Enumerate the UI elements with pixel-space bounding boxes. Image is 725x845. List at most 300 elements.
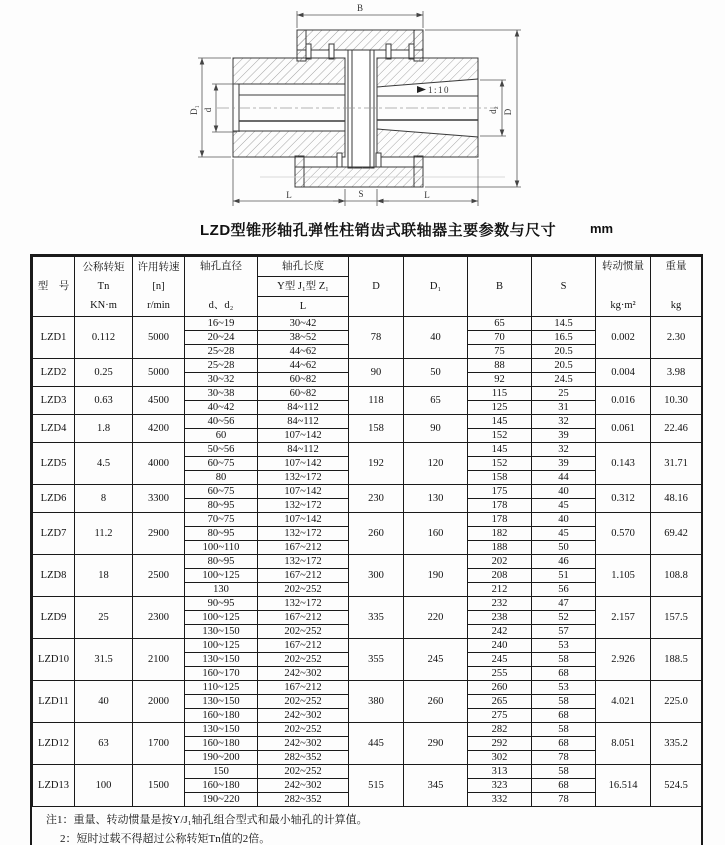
B-cell: 178 bbox=[468, 499, 532, 513]
bore-length-cell: 202~252 bbox=[258, 625, 349, 639]
bore-length-cell: 44~62 bbox=[258, 359, 349, 373]
header-torque-line2: Tn bbox=[97, 280, 110, 292]
B-cell: 232 bbox=[468, 597, 532, 611]
bore-length-cell: 84~112 bbox=[258, 401, 349, 415]
weight-cell: 10.30 bbox=[651, 387, 702, 415]
hub-right bbox=[377, 58, 478, 157]
S-cell: 20.5 bbox=[532, 359, 596, 373]
bore-diameter-cell: 60~75 bbox=[185, 457, 258, 471]
table-row bbox=[33, 387, 702, 401]
D-cell: 355 bbox=[349, 639, 404, 681]
bore-length-cell: 84~112 bbox=[258, 443, 349, 457]
table-row bbox=[33, 443, 702, 457]
table-row bbox=[33, 597, 702, 611]
S-cell: 52 bbox=[532, 611, 596, 625]
parameters-table bbox=[32, 256, 702, 807]
S-cell: 58 bbox=[532, 653, 596, 667]
note-2: 2：短时过载不得超过公称转矩Tn值的2倍。 bbox=[60, 833, 271, 845]
bore-diameter-cell: 130~150 bbox=[185, 695, 258, 709]
D1-cell: 130 bbox=[404, 485, 468, 513]
bore-length-cell: 60~82 bbox=[258, 387, 349, 401]
inertia-cell: 0.061 bbox=[596, 415, 651, 443]
bore-length-cell: 132~172 bbox=[258, 555, 349, 569]
S-cell: 58 bbox=[532, 695, 596, 709]
weight-cell: 524.5 bbox=[651, 765, 702, 807]
B-cell: 302 bbox=[468, 751, 532, 765]
D1-cell: 290 bbox=[404, 723, 468, 765]
model-cell: LZD7 bbox=[33, 513, 75, 555]
speed-cell: 2300 bbox=[133, 597, 185, 639]
bore-length-cell: 202~252 bbox=[258, 723, 349, 737]
model-cell: LZD2 bbox=[33, 359, 75, 387]
D-cell: 380 bbox=[349, 681, 404, 723]
header-model: 型 号 bbox=[33, 257, 75, 317]
B-cell: 188 bbox=[468, 541, 532, 555]
weight-cell: 108.8 bbox=[651, 555, 702, 597]
S-cell: 20.5 bbox=[532, 345, 596, 359]
bore-diameter-cell: 190~220 bbox=[185, 793, 258, 807]
B-cell: 145 bbox=[468, 443, 532, 457]
D-cell: 90 bbox=[349, 359, 404, 387]
page-title: LZD型锥形轴孔弹性柱销齿式联轴器主要参数与尺寸 bbox=[200, 222, 557, 239]
B-cell: 313 bbox=[468, 765, 532, 779]
S-cell: 56 bbox=[532, 583, 596, 597]
table-row bbox=[33, 485, 702, 499]
bore-length-cell: 38~52 bbox=[258, 331, 349, 345]
D-cell: 78 bbox=[349, 317, 404, 359]
inertia-cell: 2.926 bbox=[596, 639, 651, 681]
bore-length-cell: 242~302 bbox=[258, 667, 349, 681]
table-row bbox=[33, 639, 702, 653]
S-cell: 39 bbox=[532, 457, 596, 471]
dim-label-d: d bbox=[203, 107, 213, 113]
bore-diameter-cell: 130 bbox=[185, 583, 258, 597]
bore-diameter-cell: 80~95 bbox=[185, 527, 258, 541]
bore-diameter-cell: 70~75 bbox=[185, 513, 258, 527]
header-B: B bbox=[468, 257, 532, 317]
header-inertia-line1: 转动惯量 bbox=[602, 261, 644, 272]
bore-length-cell: 202~252 bbox=[258, 765, 349, 779]
B-cell: 242 bbox=[468, 625, 532, 639]
B-cell: 145 bbox=[468, 415, 532, 429]
weight-cell: 157.5 bbox=[651, 597, 702, 639]
S-cell: 57 bbox=[532, 625, 596, 639]
S-cell: 32 bbox=[532, 415, 596, 429]
weight-cell: 48.16 bbox=[651, 485, 702, 513]
D1-cell: 260 bbox=[404, 681, 468, 723]
bore-length-cell: 107~142 bbox=[258, 457, 349, 471]
D-cell: 445 bbox=[349, 723, 404, 765]
S-cell: 53 bbox=[532, 681, 596, 695]
S-cell: 40 bbox=[532, 485, 596, 499]
bore-diameter-cell: 50~56 bbox=[185, 443, 258, 457]
S-cell: 39 bbox=[532, 429, 596, 443]
D-cell: 158 bbox=[349, 415, 404, 443]
coupling-drawing bbox=[165, 0, 565, 215]
dim-label-L-right: L bbox=[424, 190, 430, 200]
D1-cell: 345 bbox=[404, 765, 468, 807]
B-cell: 75 bbox=[468, 345, 532, 359]
dim-label-L-left: L bbox=[286, 190, 292, 200]
dim-label-S: S bbox=[358, 189, 364, 199]
bore-length-cell: 44~62 bbox=[258, 345, 349, 359]
S-cell: 45 bbox=[532, 527, 596, 541]
torque-cell: 40 bbox=[75, 681, 133, 723]
header-weight bbox=[651, 257, 702, 317]
header-S: S bbox=[532, 257, 596, 317]
bore-diameter-cell: 30~38 bbox=[185, 387, 258, 401]
B-cell: 240 bbox=[468, 639, 532, 653]
D1-cell: 90 bbox=[404, 415, 468, 443]
B-cell: 115 bbox=[468, 387, 532, 401]
table-row bbox=[33, 513, 702, 527]
inertia-cell: 4.021 bbox=[596, 681, 651, 723]
B-cell: 158 bbox=[468, 471, 532, 485]
dim-label-d2: d₂ bbox=[488, 106, 498, 114]
bore-diameter-cell: 100~125 bbox=[185, 611, 258, 625]
B-cell: 208 bbox=[468, 569, 532, 583]
S-cell: 32 bbox=[532, 443, 596, 457]
torque-cell: 11.2 bbox=[75, 513, 133, 555]
D1-cell: 245 bbox=[404, 639, 468, 681]
torque-cell: 18 bbox=[75, 555, 133, 597]
B-cell: 88 bbox=[468, 359, 532, 373]
header-torque bbox=[75, 257, 133, 317]
bore-diameter-cell: 100~125 bbox=[185, 639, 258, 653]
bore-length-cell: 107~142 bbox=[258, 485, 349, 499]
torque-cell: 31.5 bbox=[75, 639, 133, 681]
inertia-cell: 0.312 bbox=[596, 485, 651, 513]
table-row bbox=[33, 317, 702, 331]
bore-length-cell: 282~352 bbox=[258, 751, 349, 765]
B-cell: 260 bbox=[468, 681, 532, 695]
D-cell: 230 bbox=[349, 485, 404, 513]
B-cell: 202 bbox=[468, 555, 532, 569]
bore-length-cell: 167~212 bbox=[258, 541, 349, 555]
S-cell: 25 bbox=[532, 387, 596, 401]
inertia-cell: 8.051 bbox=[596, 723, 651, 765]
bore-length-cell: 167~212 bbox=[258, 569, 349, 583]
B-cell: 282 bbox=[468, 723, 532, 737]
bore-diameter-cell: 150 bbox=[185, 765, 258, 779]
inertia-cell: 0.016 bbox=[596, 387, 651, 415]
bore-diameter-cell: 40~56 bbox=[185, 415, 258, 429]
bore-diameter-cell: 160~180 bbox=[185, 709, 258, 723]
D-cell: 300 bbox=[349, 555, 404, 597]
B-cell: 275 bbox=[468, 709, 532, 723]
B-cell: 245 bbox=[468, 653, 532, 667]
inertia-cell: 0.143 bbox=[596, 443, 651, 485]
table-body bbox=[33, 317, 702, 807]
bore-length-cell: 84~112 bbox=[258, 415, 349, 429]
dim-label-D: D bbox=[503, 108, 513, 116]
header-speed-line2: [n] bbox=[152, 280, 165, 292]
header-weight-line1: 重量 bbox=[665, 261, 687, 272]
bore-diameter-cell: 160~180 bbox=[185, 737, 258, 751]
header-bore-length-types: Y型 J₁型 Z₁ bbox=[258, 277, 349, 297]
bore-diameter-cell: 60 bbox=[185, 429, 258, 443]
S-cell: 68 bbox=[532, 709, 596, 723]
B-cell: 255 bbox=[468, 667, 532, 681]
bore-length-cell: 30~42 bbox=[258, 317, 349, 331]
bore-length-cell: 132~172 bbox=[258, 527, 349, 541]
weight-cell: 335.2 bbox=[651, 723, 702, 765]
bore-length-cell: 132~172 bbox=[258, 471, 349, 485]
B-cell: 152 bbox=[468, 429, 532, 443]
inertia-cell: 0.002 bbox=[596, 317, 651, 359]
D1-cell: 190 bbox=[404, 555, 468, 597]
D1-cell: 160 bbox=[404, 513, 468, 555]
torque-cell: 8 bbox=[75, 485, 133, 513]
title-row bbox=[0, 219, 725, 241]
bore-diameter-cell: 80~95 bbox=[185, 555, 258, 569]
weight-cell: 22.46 bbox=[651, 415, 702, 443]
bore-diameter-cell: 130~150 bbox=[185, 653, 258, 667]
pin bbox=[337, 153, 342, 167]
D1-cell: 50 bbox=[404, 359, 468, 387]
header-inertia-line2: kg·m² bbox=[610, 300, 636, 311]
header-bore-length: 轴孔长度 bbox=[258, 257, 349, 277]
speed-cell: 1500 bbox=[133, 765, 185, 807]
S-cell: 78 bbox=[532, 751, 596, 765]
bore-length-cell: 167~212 bbox=[258, 681, 349, 695]
speed-cell: 2900 bbox=[133, 513, 185, 555]
torque-cell: 100 bbox=[75, 765, 133, 807]
note-1: 注1：重量、转动惯量是按Y/J₁轴孔组合型式和最小轴孔的计算值。 bbox=[46, 814, 368, 826]
header-D: D bbox=[349, 257, 404, 317]
model-cell: LZD8 bbox=[33, 555, 75, 597]
speed-cell: 4200 bbox=[133, 415, 185, 443]
B-cell: 70 bbox=[468, 331, 532, 345]
hub-left bbox=[233, 58, 345, 157]
torque-cell: 4.5 bbox=[75, 443, 133, 485]
speed-cell: 5000 bbox=[133, 317, 185, 359]
bore-diameter-cell: 80~95 bbox=[185, 499, 258, 513]
bore-diameter-cell: 130~150 bbox=[185, 723, 258, 737]
table-row bbox=[33, 765, 702, 779]
D1-cell: 40 bbox=[404, 317, 468, 359]
pin bbox=[306, 44, 311, 59]
bore-length-cell: 167~212 bbox=[258, 639, 349, 653]
bore-diameter-cell: 110~125 bbox=[185, 681, 258, 695]
S-cell: 31 bbox=[532, 401, 596, 415]
model-cell: LZD5 bbox=[33, 443, 75, 485]
B-cell: 332 bbox=[468, 793, 532, 807]
D-cell: 260 bbox=[349, 513, 404, 555]
bore-length-cell: 132~172 bbox=[258, 597, 349, 611]
model-cell: LZD4 bbox=[33, 415, 75, 443]
S-cell: 44 bbox=[532, 471, 596, 485]
inertia-cell: 0.004 bbox=[596, 359, 651, 387]
bore-diameter-cell: 160~170 bbox=[185, 667, 258, 681]
bore-length-cell: 202~252 bbox=[258, 695, 349, 709]
model-cell: LZD1 bbox=[33, 317, 75, 359]
weight-cell: 69.42 bbox=[651, 513, 702, 555]
speed-cell: 1700 bbox=[133, 723, 185, 765]
model-cell: LZD3 bbox=[33, 387, 75, 415]
header-speed-line3: r/min bbox=[147, 299, 170, 311]
bore-diameter-cell: 30~32 bbox=[185, 373, 258, 387]
B-cell: 65 bbox=[468, 317, 532, 331]
bore-length-cell: 107~142 bbox=[258, 429, 349, 443]
torque-cell: 0.112 bbox=[75, 317, 133, 359]
D-cell: 335 bbox=[349, 597, 404, 639]
speed-cell: 4000 bbox=[133, 443, 185, 485]
S-cell: 53 bbox=[532, 639, 596, 653]
S-cell: 46 bbox=[532, 555, 596, 569]
bore-length-cell: 60~82 bbox=[258, 373, 349, 387]
speed-cell: 2100 bbox=[133, 639, 185, 681]
table-row bbox=[33, 555, 702, 569]
weight-cell: 2.30 bbox=[651, 317, 702, 359]
bore-diameter-cell: 16~19 bbox=[185, 317, 258, 331]
bore-length-cell: 107~142 bbox=[258, 513, 349, 527]
D-cell: 118 bbox=[349, 387, 404, 415]
bore-length-cell: 242~302 bbox=[258, 709, 349, 723]
D1-cell: 65 bbox=[404, 387, 468, 415]
S-cell: 58 bbox=[532, 765, 596, 779]
bore-diameter-cell: 80 bbox=[185, 471, 258, 485]
pin bbox=[386, 44, 391, 59]
pin bbox=[409, 44, 414, 59]
bore-diameter-cell: 160~180 bbox=[185, 779, 258, 793]
header-speed-line1: 许用转速 bbox=[137, 261, 180, 273]
D1-cell: 120 bbox=[404, 443, 468, 485]
S-cell: 51 bbox=[532, 569, 596, 583]
header-speed bbox=[133, 257, 185, 317]
S-cell: 40 bbox=[532, 513, 596, 527]
taper-arrow-icon bbox=[417, 86, 426, 93]
torque-cell: 0.63 bbox=[75, 387, 133, 415]
B-cell: 265 bbox=[468, 695, 532, 709]
torque-cell: 1.8 bbox=[75, 415, 133, 443]
B-cell: 178 bbox=[468, 513, 532, 527]
table-row bbox=[33, 681, 702, 695]
B-cell: 92 bbox=[468, 373, 532, 387]
model-cell: LZD13 bbox=[33, 765, 75, 807]
table-header bbox=[33, 257, 702, 317]
B-cell: 323 bbox=[468, 779, 532, 793]
B-cell: 212 bbox=[468, 583, 532, 597]
speed-cell: 2000 bbox=[133, 681, 185, 723]
bore-diameter-cell: 190~200 bbox=[185, 751, 258, 765]
sleeve-web bbox=[348, 50, 374, 168]
D1-cell: 220 bbox=[404, 597, 468, 639]
table-row bbox=[33, 723, 702, 737]
model-cell: LZD9 bbox=[33, 597, 75, 639]
B-cell: 125 bbox=[468, 401, 532, 415]
torque-cell: 25 bbox=[75, 597, 133, 639]
B-cell: 152 bbox=[468, 457, 532, 471]
S-cell: 47 bbox=[532, 597, 596, 611]
B-cell: 238 bbox=[468, 611, 532, 625]
speed-cell: 3300 bbox=[133, 485, 185, 513]
S-cell: 78 bbox=[532, 793, 596, 807]
table-row bbox=[33, 415, 702, 429]
unit-label: mm bbox=[590, 221, 614, 236]
bore-diameter-cell: 20~24 bbox=[185, 331, 258, 345]
bore-diameter-cell: 60~75 bbox=[185, 485, 258, 499]
S-cell: 68 bbox=[532, 667, 596, 681]
bore-diameter-cell: 25~28 bbox=[185, 359, 258, 373]
header-bore-diameter-line2: d、d₂ bbox=[208, 300, 234, 311]
taper-label: 1:10 bbox=[427, 85, 451, 95]
inertia-cell: 2.157 bbox=[596, 597, 651, 639]
speed-cell: 4500 bbox=[133, 387, 185, 415]
S-cell: 58 bbox=[532, 723, 596, 737]
model-cell: LZD12 bbox=[33, 723, 75, 765]
inertia-cell: 0.570 bbox=[596, 513, 651, 555]
bore-diameter-cell: 25~28 bbox=[185, 345, 258, 359]
model-cell: LZD6 bbox=[33, 485, 75, 513]
bore-diameter-cell: 90~95 bbox=[185, 597, 258, 611]
header-torque-line3: KN·m bbox=[90, 299, 117, 311]
header-torque-line1: 公称转矩 bbox=[82, 261, 125, 273]
D-cell: 515 bbox=[349, 765, 404, 807]
bore-diameter-cell: 40~42 bbox=[185, 401, 258, 415]
parameters-table-frame bbox=[30, 254, 703, 845]
bore-length-cell: 202~252 bbox=[258, 653, 349, 667]
S-cell: 14.5 bbox=[532, 317, 596, 331]
notes bbox=[32, 807, 701, 845]
model-cell: LZD11 bbox=[33, 681, 75, 723]
table-row bbox=[33, 359, 702, 373]
pin bbox=[376, 153, 381, 167]
inertia-cell: 16.514 bbox=[596, 765, 651, 807]
weight-cell: 3.98 bbox=[651, 359, 702, 387]
bore-length-cell: 132~172 bbox=[258, 499, 349, 513]
header-D1: D₁ bbox=[404, 257, 468, 317]
bore-diameter-cell: 100~125 bbox=[185, 569, 258, 583]
bore-length-cell: 167~212 bbox=[258, 611, 349, 625]
header-weight-line2: kg bbox=[670, 300, 682, 311]
speed-cell: 5000 bbox=[133, 359, 185, 387]
S-cell: 68 bbox=[532, 779, 596, 793]
model-cell: LZD10 bbox=[33, 639, 75, 681]
weight-cell: 225.0 bbox=[651, 681, 702, 723]
bore-diameter-cell: 130~150 bbox=[185, 625, 258, 639]
dim-label-B: B bbox=[356, 3, 364, 13]
torque-cell: 63 bbox=[75, 723, 133, 765]
bore-length-cell: 242~302 bbox=[258, 737, 349, 751]
dim-label-D1: D₁ bbox=[189, 105, 199, 115]
header-bore-diameter bbox=[185, 257, 258, 317]
speed-cell: 2500 bbox=[133, 555, 185, 597]
header-inertia bbox=[596, 257, 651, 317]
S-cell: 24.5 bbox=[532, 373, 596, 387]
B-cell: 292 bbox=[468, 737, 532, 751]
B-cell: 182 bbox=[468, 527, 532, 541]
torque-cell: 0.25 bbox=[75, 359, 133, 387]
S-cell: 45 bbox=[532, 499, 596, 513]
bore-length-cell: 242~302 bbox=[258, 779, 349, 793]
weight-cell: 188.5 bbox=[651, 639, 702, 681]
coupling-drawing-svg bbox=[165, 0, 565, 215]
pin bbox=[329, 44, 334, 59]
S-cell: 68 bbox=[532, 737, 596, 751]
bore-length-cell: 282~352 bbox=[258, 793, 349, 807]
weight-cell: 31.71 bbox=[651, 443, 702, 485]
bore-diameter-cell: 100~110 bbox=[185, 541, 258, 555]
S-cell: 50 bbox=[532, 541, 596, 555]
S-cell: 16.5 bbox=[532, 331, 596, 345]
header-bore-length-L: L bbox=[258, 297, 349, 317]
bore-length-cell: 202~252 bbox=[258, 583, 349, 597]
B-cell: 175 bbox=[468, 485, 532, 499]
inertia-cell: 1.105 bbox=[596, 555, 651, 597]
D-cell: 192 bbox=[349, 443, 404, 485]
header-bore-diameter-line1: 轴孔直径 bbox=[200, 261, 242, 272]
